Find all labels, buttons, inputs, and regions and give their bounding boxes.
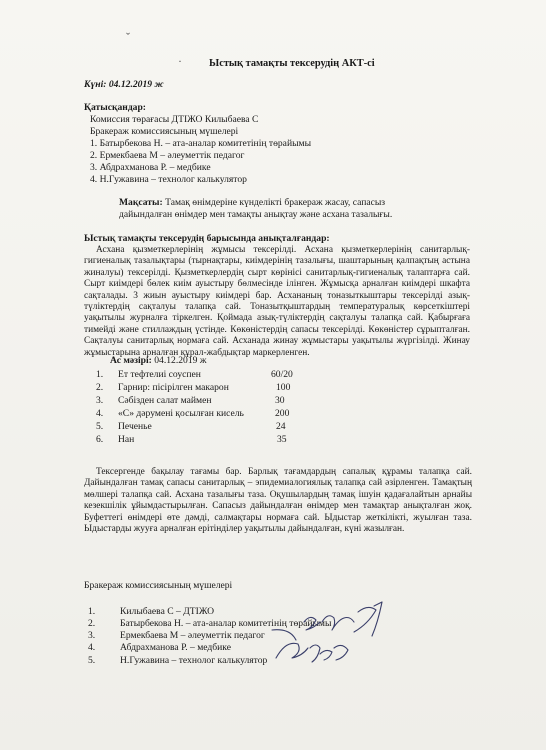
signatory-number: 4. (88, 642, 96, 653)
participants-heading: Қатысқандар: (84, 102, 146, 113)
signatory-name: Батырбекова Н. – ата-аналар комитетінің төрайымы (120, 618, 332, 629)
purpose-text: Тамақ өнімдеріне күнделікті бракераж жасау, сапасыз (162, 197, 386, 208)
purpose-label: Мақсаты: (119, 197, 163, 208)
signature-stroke (372, 602, 382, 636)
menu-item-quantity: 100 (276, 382, 291, 393)
participant-line: Комиссия төрағасы ДТІЖО Килыбаева С (90, 114, 259, 125)
findings-heading: Ыстық тамақты тексерудің барысында анықталғандар: (84, 233, 330, 244)
menu-date: 04.12.2019 ж (151, 355, 207, 366)
menu-label: Ас мәзірі: (110, 355, 152, 366)
signature-stroke (272, 630, 296, 640)
signatory-number: 5. (88, 655, 96, 666)
signatory-name: Ермекбаева М – әлеуметтік педагог (120, 630, 265, 641)
signatory-name: Н.Гужавина – технолог калькулятор (120, 655, 268, 666)
date-line: Күні: 04.12.2019 ж (84, 79, 164, 90)
signatory-number: 1. (88, 606, 96, 617)
menu-item-quantity: 200 (275, 408, 290, 419)
menu-item-quantity: 24 (276, 421, 286, 432)
menu-item-number: 6. (96, 434, 104, 445)
signature-stroke (276, 643, 308, 658)
document-title: Ыстық тамақты тексерудің АКТ-сі (209, 58, 375, 69)
participant-line: 3. Абдрахманова Р. – медбике (90, 162, 211, 173)
menu-heading (110, 355, 206, 366)
menu-item (96, 369, 336, 380)
menu-item (96, 395, 336, 406)
participant-line: 1. Батырбекова Н. – ата-аналар комитетінің төрайымы (90, 138, 312, 149)
participant-line: 4. Н.Гужавина – технолог калькулятор (90, 174, 247, 185)
findings-paragraph: Асхана қызметкерлерінің жұмысы тексерілді. Асхана қызметкерлерінің санитарлық-гигиеналық тазалықтары (тырнақтары, киімдерінің тазалығы, шаштарының қалпақтың астына жиналуы) тексерілді. Қызметкерлердің сырт көрінісі санитарлық-гигиеналық талаптарға сай. Сырт киімдері бөлек киім ауыстыру бөлмесінде ілінген. Жұмысқа арналған киімдері шкафта сақталады. 3 жиын ауыстыру киімдері бар. Асхананың тоназыткыштары тексерілді азық-түліктердің сақталуы талапқа сай. Тоназытқыштардың температуралық көрсеткіштері уақытылы журналға тіркелген. Қоймада азық-түліктердің сақталуы талапқа сай. Қабырғаға тимейді және стиллаждың үстінде. Көкөністердің сапасы тексерілді. Көкөністер сұрыпталған. Сақталуы санитарлық нормаға сай. Асханада жинау жұмыстары уақытылы жүргізілді. Жинау жұмыстарына арналған құрал-жабдықтар маркерленген. (84, 245, 470, 358)
menu-item-number: 4. (96, 408, 104, 419)
menu-item-name: Гарнир: пісірілген макарон (118, 382, 229, 393)
purpose-line-2: дайындалған өнімдер мен тамақты анықтау және асхана тазалығы. (119, 209, 393, 220)
signature-stroke (304, 617, 320, 630)
signatory-name: Килыбаева С – ДТІЖО (120, 606, 215, 617)
menu-item (96, 382, 336, 393)
signature-stroke (310, 645, 348, 662)
signatory-number: 3. (88, 630, 96, 641)
menu-item-number: 3. (96, 395, 104, 406)
purpose-line (119, 197, 385, 208)
menu-item-name: Печенье (118, 421, 152, 432)
menu-item-name: Нан (118, 434, 135, 445)
menu-item-name: Сәбізден салат маймен (118, 395, 212, 406)
menu-item-quantity: 30 (275, 395, 285, 406)
signature-stroke (354, 607, 376, 632)
menu-item-name: Ет тефтелиі соуспен (118, 369, 201, 380)
signature-stroke (322, 616, 354, 630)
menu-item-number: 2. (96, 382, 104, 393)
participant-line: 2. Ермекбаева М – әлеуметтік педагог (90, 150, 245, 161)
signatory-name: Абдрахманова Р. – медбике (120, 642, 231, 653)
participant-line: Бракераж комиссиясының мүшелері (90, 126, 239, 137)
signatories-heading: Бракераж комиссиясының мүшелері (84, 580, 233, 591)
menu-item (96, 421, 336, 432)
menu-item-name: «С» дәрумені қосылған кисель (118, 408, 244, 419)
menu-item-quantity: 60/20 (271, 369, 293, 380)
scan-mark: · (178, 54, 182, 68)
menu-item (96, 408, 336, 419)
signatory-number: 2. (88, 618, 96, 629)
menu-item-quantity: 35 (277, 434, 287, 445)
menu-item-number: 5. (96, 421, 104, 432)
menu-item (96, 434, 336, 445)
menu-item-number: 1. (96, 369, 104, 380)
scan-mark: ˇ (126, 30, 130, 44)
conclusion-paragraph: Тексергенде бақылау тағамы бар. Барлық тағамдардың сапалық құрамы талапқа сай. Дайындалған тамақ сапасы санитарлық – эпидемиалогиялық талапқа сай әзірленген. Тамақтың мөлшері талапқа сай. Асхана тазалығы таза. Оқушылардың тамақ ішуін қадағалайтын арнайы кезекшілік ұйымдастырылған. Сапасыз дайындалған өнімдер мен тамақтар анықталған жоқ. Буфеттегі өнімдері өте дәмді, салмақтары нормаға сай. Ыдыстар жеткілікті, жуылған таза. Ыдыстарды жууға арналған ерітінділер уақытылы дайындалған, күні жазылған. (84, 467, 472, 535)
handwritten-signatures (270, 600, 420, 672)
